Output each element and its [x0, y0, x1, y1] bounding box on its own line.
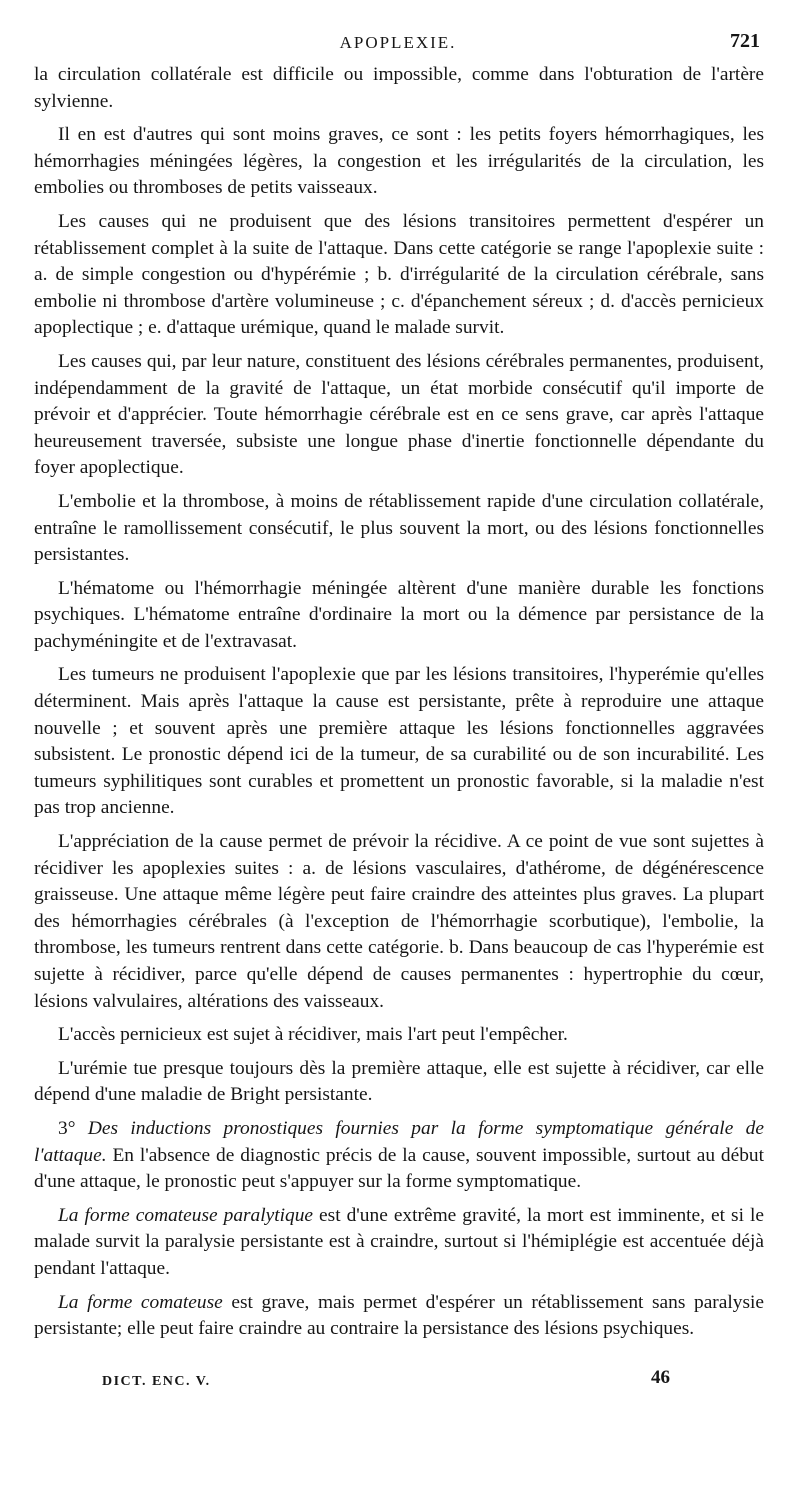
section-number: 3° [58, 1117, 88, 1139]
running-head [34, 30, 762, 58]
paragraph: L'appréciation de la cause permet de prévoir la récidive. A ce point de vue sont sujettes à récidiver les apoplexies suites : a. de lésions vasculaires, d'athérome, de dégénérescence graisseuse. Une attaque même légère peut faire craindre des atteintes plus graves. La plupart des hémorrhagies cérébrales (à l'exception de l'hémorrhagie scorbutique), l'embolie, la thrombose, les tumeurs rentrent dans cette catégorie. b. Dans beaucoup de cas l'hyperémie est sujette à récidiver, parce qu'elle dépend de causes permanentes : hypertrophie du cœur, lésions valvulaires, altérations des vaisseaux. [34, 831, 764, 1012]
paragraph: L'accès pernicieux est sujet à récidiver, mais l'art peut l'empêcher. [58, 1024, 568, 1046]
paragraph-text: est d'une extrême gravité, la mort est imminente, et si le malade survit la paralysie persistante est à craindre, surtout si l'hémiplégie est accentuée déjà pendant l'attaque. [34, 1204, 764, 1279]
signature-mark: DICT. ENC. V. [102, 1374, 211, 1389]
paragraph [34, 1203, 764, 1283]
page-number: 721 [730, 30, 760, 52]
paragraph: L'embolie et la thrombose, à moins de rétablissement rapide d'une circulation collatérale, entraîne le ramollissement consécutif, le plus souvent la mort, ou des lésions fonctionnelles persistantes. [34, 490, 764, 566]
paragraph: Les causes qui ne produisent que des lésions transitoires permettent d'espérer un rétablissement complet à la suite de l'attaque. Dans cette catégorie se range l'apoplexie suite : a. de simple congestion ou d'hypérémie ; b. d'irrégularité de la circulation cérébrale, sans embolie ni thrombose d'artère volumineuse ; c. d'épanchement séreux ; d. d'accès pernicieux apoplectique ; e. d'attaque urémique, quand le malade survit. [34, 210, 764, 339]
section-heading: Des inductions pronostiques fournies par la forme symptomatique générale de l'attaque. [34, 1117, 764, 1166]
running-title: APOPLEXIE. [339, 33, 457, 52]
paragraph: L'hématome ou l'hémorrhagie méningée altèrent d'une manière durable les fonctions psychiques. L'hématome entraîne d'ordinaire la mort ou la démence par persistance de la pachyméningite et de l'extravasat. [34, 577, 764, 652]
paragraph-continued: la circulation collatérale est difficile ou impossible, comme dans l'obturation de l'artère sylvienne. [34, 64, 764, 112]
page-footer [34, 1364, 764, 1394]
italic-term: La forme comateuse [58, 1291, 223, 1313]
paragraph: L'urémie tue presque toujours dès la première attaque, elle est sujette à récidiver, car elle dépend d'une maladie de Bright persistante. [34, 1057, 764, 1106]
paragraph-text: est grave, mais permet d'espérer un rétablissement sans paralysie persistante; elle peut faire craindre au contraire la persistance des lésions psychiques. [34, 1291, 764, 1340]
paragraph: Les causes qui, par leur nature, constituent des lésions cérébrales permanentes, produisent, indépendamment de la gravité de l'attaque, un état morbide consécutif qu'il importe de prévoir et d'apprécier. Toute hémorrhagie cérébrale est en ce sens grave, car après l'attaque heureusement traversée, subsiste une longue phase d'inertie fonctionnelle dépendante du foyer apoplectique. [34, 350, 764, 479]
paragraph [34, 1290, 764, 1343]
sheet-number: 46 [651, 1367, 670, 1388]
section-paragraph [34, 1116, 764, 1196]
paragraph-text: En l'absence de diagnostic précis de la cause, souvent impossible, surtout au début d'une attaque, le pronostic peut s'appuyer sur la forme symptomatique. [34, 1144, 764, 1193]
paragraph: Les tumeurs ne produisent l'apoplexie que par les lésions transitoires, l'hyperémie qu'elles déterminent. Mais après l'attaque la cause est persistante, prête à reproduire une attaque nouvelle ; et souvent après une première attaque les lésions fonctionnelles aggravées subsistent. Le pronostic dépend ici de la tumeur, de sa curabilité ou de son incurabilité. Les tumeurs syphilitiques sont curables et promettent un pronostic favorable, si la maladie n'est pas trop ancienne. [34, 664, 764, 819]
paragraph: Il en est d'autres qui sont moins graves, ce sont : les petits foyers hémorrhagiques, les hémorrhagies méningées légères, la congestion et les irrégularités de la circulation, les embolies ou thromboses de petits vaisseaux. [34, 124, 764, 199]
body-text [34, 62, 764, 1350]
italic-term: La forme comateuse paralytique [58, 1204, 314, 1226]
